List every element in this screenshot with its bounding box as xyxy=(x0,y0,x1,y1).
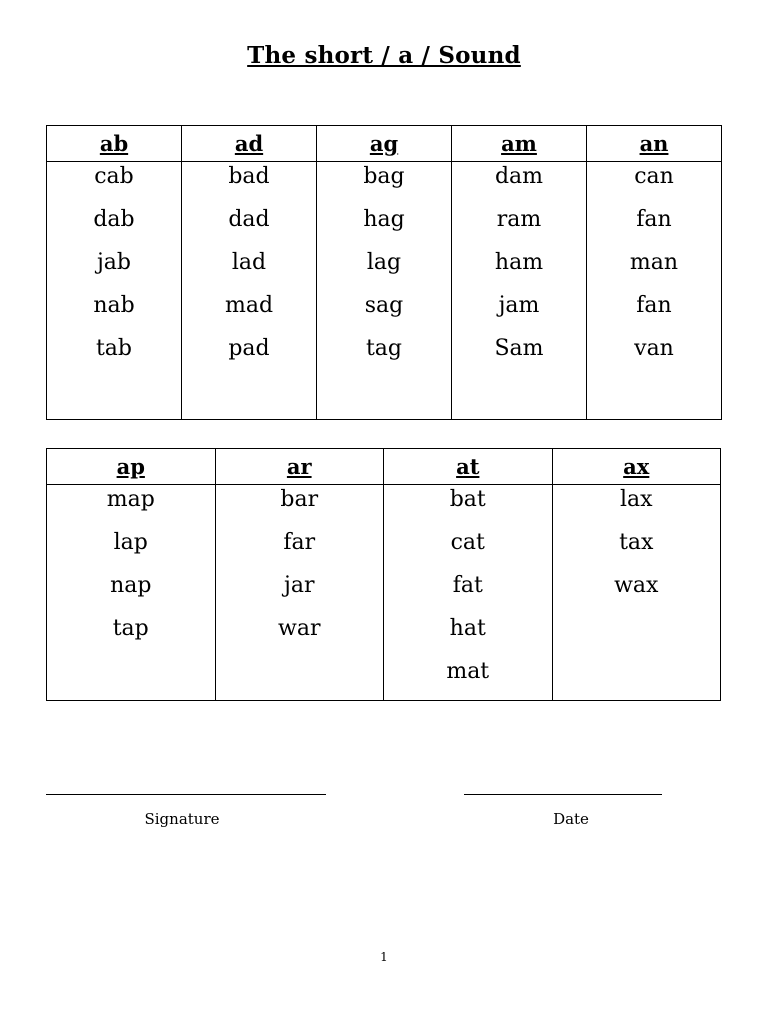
word: far xyxy=(283,530,316,555)
word: can xyxy=(634,164,674,189)
column-header-0: ap xyxy=(47,449,216,485)
words-row xyxy=(47,162,722,420)
column-header-1: ar xyxy=(215,449,384,485)
word: mad xyxy=(224,293,274,318)
word-column-1 xyxy=(215,485,384,701)
word: nab xyxy=(93,293,135,318)
header-row xyxy=(47,449,721,485)
column-header-4: an xyxy=(587,126,722,162)
date-line xyxy=(464,794,662,795)
header-row xyxy=(47,126,722,162)
word: mat xyxy=(446,659,490,684)
word: war xyxy=(278,616,321,641)
word: bag xyxy=(363,164,405,189)
word: lap xyxy=(113,530,148,555)
word-table-1 xyxy=(46,125,722,420)
column-header-1: ad xyxy=(182,126,317,162)
word: wax xyxy=(614,573,659,598)
word: ram xyxy=(496,207,542,232)
word: van xyxy=(634,336,674,361)
date-label: Date xyxy=(553,810,589,828)
word-column-0 xyxy=(47,485,216,701)
word: bad xyxy=(228,164,270,189)
word: dab xyxy=(93,207,135,232)
word: fat xyxy=(452,573,483,598)
column-header-3: am xyxy=(452,126,587,162)
word: cab xyxy=(94,164,134,189)
word: jar xyxy=(284,573,315,598)
page-title: The short / a / Sound xyxy=(247,42,521,69)
word: dad xyxy=(228,207,270,232)
word: tag xyxy=(365,336,403,361)
word-column-2 xyxy=(317,162,452,420)
word: hat xyxy=(449,616,486,641)
words-row xyxy=(47,485,721,701)
word-column-0 xyxy=(47,162,182,420)
word: pad xyxy=(228,336,270,361)
word: bar xyxy=(280,487,319,512)
word: jab xyxy=(96,250,132,275)
column-header-3: ax xyxy=(552,449,721,485)
word-column-1 xyxy=(182,162,317,420)
word: fan xyxy=(636,293,672,318)
word: hag xyxy=(363,207,405,232)
word-column-2 xyxy=(384,485,553,701)
column-header-2: at xyxy=(384,449,553,485)
word-column-3 xyxy=(552,485,721,701)
word: lag xyxy=(366,250,402,275)
word: lad xyxy=(231,250,267,275)
word: man xyxy=(629,250,679,275)
signature-line xyxy=(46,794,326,795)
word: bat xyxy=(449,487,486,512)
page-number: 1 xyxy=(380,950,388,964)
word-column-3 xyxy=(452,162,587,420)
word: tax xyxy=(619,530,654,555)
signature-label: Signature xyxy=(144,810,220,828)
column-header-2: ag xyxy=(317,126,452,162)
column-header-0: ab xyxy=(47,126,182,162)
word: Sam xyxy=(494,336,544,361)
word: sag xyxy=(364,293,404,318)
word: ham xyxy=(494,250,544,275)
word-column-4 xyxy=(587,162,722,420)
word: fan xyxy=(636,207,672,232)
word: lax xyxy=(619,487,653,512)
word: tab xyxy=(95,336,133,361)
word: map xyxy=(106,487,155,512)
word: tap xyxy=(112,616,149,641)
word: cat xyxy=(450,530,485,555)
word: jam xyxy=(498,293,540,318)
word: dam xyxy=(494,164,544,189)
word-table-2 xyxy=(46,448,721,701)
word: nap xyxy=(110,573,152,598)
